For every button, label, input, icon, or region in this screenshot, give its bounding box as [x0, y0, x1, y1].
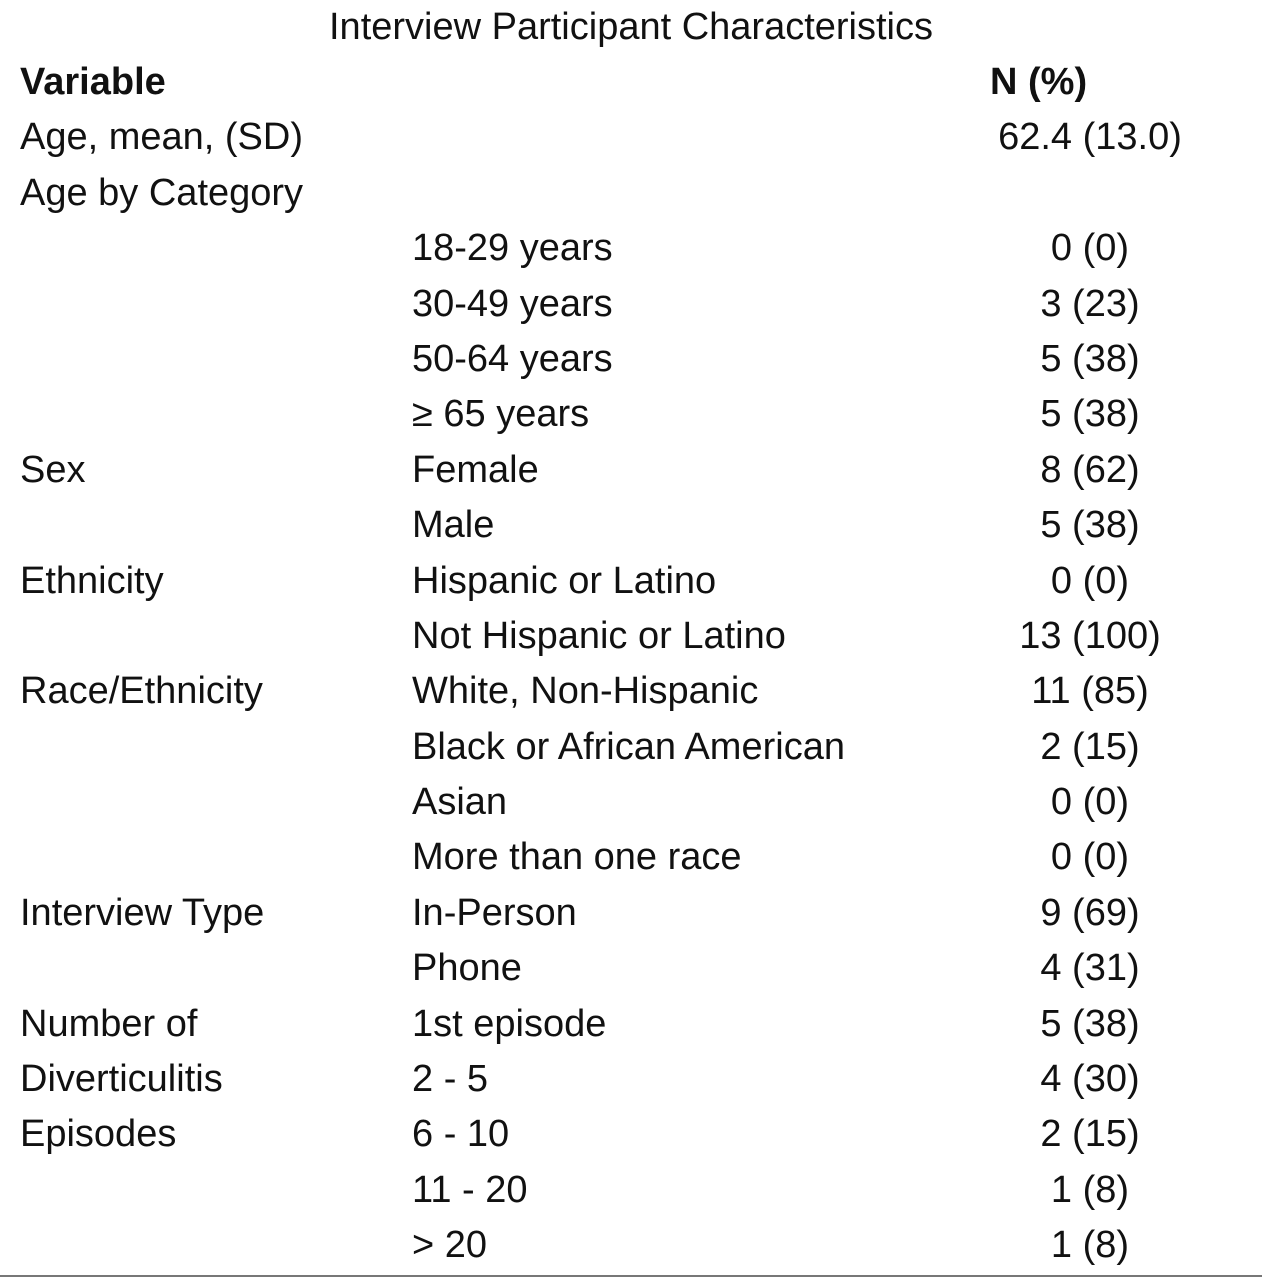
row-category-cell: 1st episode [412, 1002, 607, 1045]
row-category-cell: In-Person [412, 891, 577, 934]
row-category-cell: Female [412, 448, 539, 491]
table-row [0, 830, 1262, 885]
row-category-cell: White, Non-Hispanic [412, 670, 759, 713]
row-variable-cell: Diverticulitis [20, 1058, 223, 1101]
table-row [0, 997, 1262, 1052]
row-category-cell: ≥ 65 years [412, 393, 590, 436]
row-value-cell: 5 (38) [1040, 1002, 1140, 1045]
table-header-row [0, 55, 1262, 110]
row-category-cell: 18-29 years [412, 227, 613, 270]
table-row [0, 1052, 1262, 1107]
table-row [0, 886, 1262, 941]
row-value-cell: 2 (15) [1040, 1113, 1140, 1156]
table-row [0, 1163, 1262, 1218]
header-n-percent: N (%) [990, 61, 1088, 103]
row-value-cell: 5 (38) [1040, 337, 1140, 380]
table-row [0, 166, 1262, 221]
table-row [0, 332, 1262, 387]
table-row [0, 110, 1262, 165]
row-category-cell: 50-64 years [412, 337, 613, 380]
row-value-cell: 62.4 (13.0) [998, 116, 1182, 159]
row-value-cell: 5 (38) [1040, 504, 1140, 547]
table-row [0, 387, 1262, 442]
table-row [0, 498, 1262, 553]
row-value-cell: 0 (0) [1050, 836, 1130, 879]
table-row [0, 554, 1262, 609]
table-row [0, 941, 1262, 996]
row-category-cell: Phone [412, 947, 522, 990]
table-row [0, 1107, 1262, 1162]
table-row [0, 664, 1262, 719]
row-value-cell: 1 (8) [1050, 1224, 1130, 1267]
row-category-cell: 6 - 10 [412, 1113, 510, 1156]
row-category-cell: 2 - 5 [412, 1058, 489, 1101]
table-body [0, 110, 1262, 1273]
row-category-cell: More than one race [412, 836, 742, 879]
row-value-cell: 11 (85) [1031, 670, 1149, 713]
table-row [0, 775, 1262, 830]
row-value-cell: 9 (69) [1040, 891, 1140, 934]
row-value-cell: 4 (31) [1040, 947, 1140, 990]
row-category-cell: Hispanic or Latino [412, 559, 717, 602]
row-variable-cell: Interview Type [20, 891, 265, 934]
row-category-cell: Male [412, 504, 495, 547]
table-row [0, 609, 1262, 664]
row-variable-cell: Sex [20, 448, 86, 491]
row-variable-cell: Age by Category [20, 171, 304, 214]
row-variable-cell: Age, mean, (SD) [20, 116, 303, 159]
table-row [0, 221, 1262, 276]
row-value-cell: 8 (62) [1040, 448, 1140, 491]
bottom-rule [0, 1275, 1262, 1277]
row-variable-cell: Ethnicity [20, 559, 164, 602]
row-value-cell: 4 (30) [1040, 1058, 1140, 1101]
row-value-cell: 0 (0) [1050, 559, 1130, 602]
row-category-cell: 11 - 20 [412, 1168, 528, 1211]
row-category-cell: > 20 [412, 1224, 488, 1267]
participant-characteristics-table [0, 55, 1262, 1274]
row-value-cell: 2 (15) [1040, 725, 1140, 768]
row-value-cell: 0 (0) [1050, 781, 1130, 824]
row-category-cell: Asian [412, 781, 508, 824]
header-variable: Variable [20, 61, 166, 103]
row-value-cell: 3 (23) [1040, 282, 1140, 325]
table-row [0, 443, 1262, 498]
table-title: Interview Participant Characteristics [329, 6, 933, 48]
row-value-cell: 0 (0) [1050, 227, 1130, 270]
row-category-cell: Not Hispanic or Latino [412, 614, 786, 657]
table-row [0, 720, 1262, 775]
table-row [0, 1218, 1262, 1273]
row-category-cell: 30-49 years [412, 282, 613, 325]
row-value-cell: 1 (8) [1050, 1168, 1130, 1211]
row-category-cell: Black or African American [412, 725, 845, 768]
row-value-cell: 13 (100) [1019, 614, 1161, 657]
table-row [0, 277, 1262, 332]
row-variable-cell: Race/Ethnicity [20, 670, 263, 713]
row-variable-cell: Number of [20, 1002, 198, 1045]
row-value-cell: 5 (38) [1040, 393, 1140, 436]
row-variable-cell: Episodes [20, 1113, 177, 1156]
